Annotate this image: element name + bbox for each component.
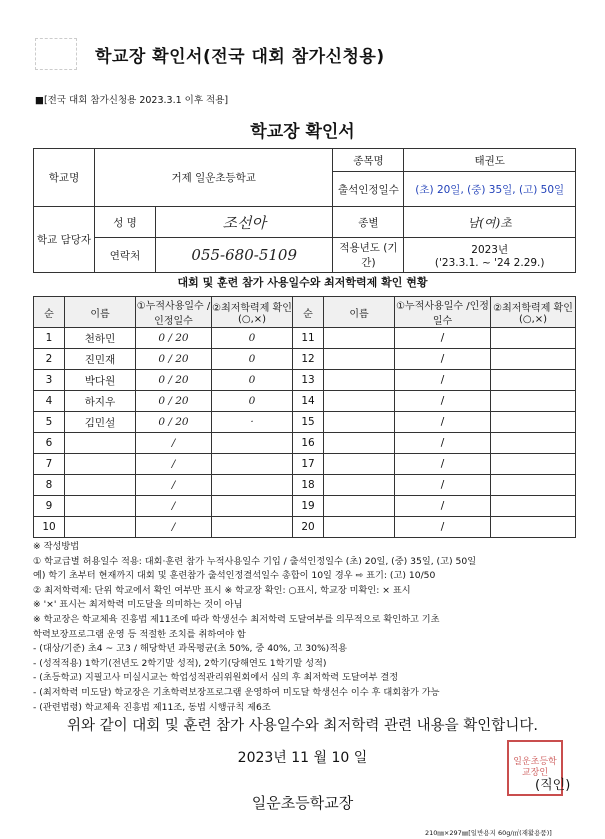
row-days: 0 / 20 xyxy=(136,349,212,370)
year-cell xyxy=(404,238,576,273)
note-line: ① 학교급별 허용일수 적용: 대회·훈련 참가 누적사용일수 기입 / 출석인정일수 (초) 20일, (중) 35일, (고) 50일 xyxy=(33,555,477,567)
table-row xyxy=(34,412,576,433)
seal-note: (직인) xyxy=(535,778,571,793)
table-row xyxy=(34,475,576,496)
header-days: ①누적사용일수 /인정일수 xyxy=(136,297,212,328)
row-no: 9 xyxy=(34,496,65,517)
row-days: / xyxy=(395,370,491,391)
row-no: 5 xyxy=(34,412,65,433)
row-days: / xyxy=(395,517,491,538)
row-name xyxy=(324,475,395,496)
note-line: ※ '×' 표시는 최저학력 미도달을 의미하는 것이 아님 xyxy=(33,599,243,611)
row-name xyxy=(324,496,395,517)
date-line: 2023년 11 월 10 일 xyxy=(237,750,368,766)
notes xyxy=(33,540,578,715)
table-row xyxy=(34,454,576,475)
school-label: 학교명 xyxy=(34,149,95,207)
row-check xyxy=(491,496,576,517)
row-days: / xyxy=(136,475,212,496)
row-no: 12 xyxy=(293,349,324,370)
table-row xyxy=(34,370,576,391)
days-value: (초) 20일, (중) 35일, (고) 50일 xyxy=(404,172,576,207)
row-name: 하지우 xyxy=(65,391,136,412)
row-days: / xyxy=(395,454,491,475)
row-no: 6 xyxy=(34,433,65,454)
row-check: · xyxy=(212,412,293,433)
header-check: ②최저학력제 확인(○,×) xyxy=(491,297,576,328)
row-no: 11 xyxy=(293,328,324,349)
table-row xyxy=(34,433,576,454)
note-line: - (성적적용) 1학기(전년도 2학기말 성적), 2학기(당해연도 1학기말 성적) xyxy=(33,657,327,669)
row-days: / xyxy=(395,328,491,349)
year-value: 2023년 xyxy=(471,243,509,256)
row-days: / xyxy=(395,391,491,412)
row-no: 20 xyxy=(293,517,324,538)
school-value: 거제 일운초등학교 xyxy=(95,149,333,207)
row-days: / xyxy=(136,454,212,475)
form-title: 학교장 확인서(전국 대회 참가신청용) xyxy=(95,47,385,67)
row-no: 19 xyxy=(293,496,324,517)
row-name xyxy=(65,475,136,496)
row-check xyxy=(212,517,293,538)
row-days: / xyxy=(395,412,491,433)
header-no: 순 xyxy=(293,297,324,328)
subheading: ■[전국 대회 참가신청용 2023.3.1 이후 적용] xyxy=(35,95,229,106)
table-row xyxy=(34,496,576,517)
row-check xyxy=(491,328,576,349)
row-check xyxy=(212,475,293,496)
days-label: 출석인정일수 xyxy=(333,172,404,207)
doc-title: 학교장 확인서 xyxy=(250,122,355,142)
row-check xyxy=(491,370,576,391)
row-no: 17 xyxy=(293,454,324,475)
event-value: 태권도 xyxy=(404,149,576,172)
gender-label: 종별 xyxy=(333,207,404,238)
phone-value: 055-680-5109 xyxy=(156,238,333,273)
table-row xyxy=(34,391,576,412)
note-line: - (관련법령) 학교체육 진흥법 제11조, 동법 시행규칙 제6조 xyxy=(33,701,271,713)
row-no: 15 xyxy=(293,412,324,433)
row-name xyxy=(65,496,136,517)
row-check xyxy=(491,454,576,475)
row-name xyxy=(65,433,136,454)
name-label: 성 명 xyxy=(95,207,156,238)
row-no: 3 xyxy=(34,370,65,391)
row-no: 16 xyxy=(293,433,324,454)
note-line: 학력보장프로그램 운영 등 적절한 조치를 취하여야 함 xyxy=(33,628,246,640)
row-name xyxy=(65,454,136,475)
row-check xyxy=(491,349,576,370)
note-line: - (대상/기준) 초4 ~ 고3 / 해당학년 과목평균(초 50%, 중 40%, 고 30%)적용 xyxy=(33,643,348,655)
row-no: 10 xyxy=(34,517,65,538)
row-check xyxy=(491,475,576,496)
row-name xyxy=(324,517,395,538)
header-name: 이름 xyxy=(65,297,136,328)
row-days: / xyxy=(136,433,212,454)
row-days: / xyxy=(136,517,212,538)
header-check: ②최저학력제 확인(○,×) xyxy=(212,297,293,328)
row-check xyxy=(212,454,293,475)
row-name xyxy=(324,433,395,454)
note-line: - (최저학력 미도달) 학교장은 기초학력보장프로그램 운영하여 미도달 학생선수 이수 후 대회참가 가능 xyxy=(33,686,440,698)
table-row xyxy=(34,328,576,349)
row-no: 1 xyxy=(34,328,65,349)
header-no: 순 xyxy=(34,297,65,328)
row-name xyxy=(324,412,395,433)
contact-label: 학교 담당자 xyxy=(34,207,95,273)
event-label: 종목명 xyxy=(333,149,404,172)
row-days: 0 / 20 xyxy=(136,370,212,391)
row-days: / xyxy=(395,433,491,454)
stamp-placeholder xyxy=(35,38,77,70)
row-days: / xyxy=(395,349,491,370)
row-name: 김민설 xyxy=(65,412,136,433)
row-name xyxy=(324,391,395,412)
row-name xyxy=(324,370,395,391)
table-row xyxy=(34,517,576,538)
seal-stamp-text: 일운초등학교장인 xyxy=(513,757,557,778)
paper-size: 210㎜×297㎜[일반용지 60g/㎡(재활용품)] xyxy=(425,829,552,837)
row-name: 진민재 xyxy=(65,349,136,370)
row-check xyxy=(491,391,576,412)
row-no: 8 xyxy=(34,475,65,496)
note-line: - (초등학교) 지필고사 미실시교는 학업성적관리위원회에서 심의 후 최저학력 도달여부 결정 xyxy=(33,672,399,684)
phone-label: 연락처 xyxy=(95,238,156,273)
info-table xyxy=(33,148,576,273)
row-name xyxy=(324,328,395,349)
year-label: 적용년도 (기간) xyxy=(333,238,404,273)
row-check: 0 xyxy=(212,328,293,349)
header-days: ①누적사용일수 /인정일수 xyxy=(395,297,491,328)
note-line: 예) 학기 초부터 현재까지 대회 및 훈련참가 출석인정결석일수 총합이 10일 경우 ⇨ 표기: (고) 10/50 xyxy=(33,570,436,582)
note-line: ※ 학교장은 학교체육 진흥법 제11조에 따라 학생선수 최저학력 도달여부를 의무적으로 확인하고 기초 xyxy=(33,613,440,625)
row-no: 13 xyxy=(293,370,324,391)
confirmation-text: 위와 같이 대회 및 훈련 참가 사용일수와 최저학력 관련 내용을 확인합니다. xyxy=(67,718,538,734)
row-name xyxy=(324,349,395,370)
row-check: 0 xyxy=(212,391,293,412)
period-value: ('23.3.1. ~ '24 2.29.) xyxy=(434,256,545,269)
row-name xyxy=(324,454,395,475)
school-signature: 일운초등학교장 xyxy=(251,794,354,812)
row-days: / xyxy=(395,475,491,496)
row-check xyxy=(212,433,293,454)
usage-table xyxy=(33,296,576,538)
name-value: 조선아 xyxy=(156,207,333,238)
row-days: 0 / 20 xyxy=(136,328,212,349)
row-check xyxy=(491,412,576,433)
row-check xyxy=(491,433,576,454)
row-name: 천하민 xyxy=(65,328,136,349)
gender-value: 남(여)초 xyxy=(404,207,576,238)
row-no: 7 xyxy=(34,454,65,475)
row-check: 0 xyxy=(212,349,293,370)
row-check xyxy=(491,517,576,538)
header-name: 이름 xyxy=(324,297,395,328)
row-name xyxy=(65,517,136,538)
row-no: 4 xyxy=(34,391,65,412)
row-no: 2 xyxy=(34,349,65,370)
section-title: 대회 및 훈련 참가 사용일수와 최저학력제 확인 현황 xyxy=(177,276,428,289)
row-days: / xyxy=(395,496,491,517)
row-days: 0 / 20 xyxy=(136,391,212,412)
row-no: 14 xyxy=(293,391,324,412)
note-line: ※ 작성방법 xyxy=(33,541,80,552)
row-name: 박다원 xyxy=(65,370,136,391)
row-check xyxy=(212,496,293,517)
row-check: 0 xyxy=(212,370,293,391)
row-days: / xyxy=(136,496,212,517)
row-days: 0 / 20 xyxy=(136,412,212,433)
note-line: ② 최저학력제: 단위 학교에서 확인 여부만 표시 ※ 학교장 확인: ○표시, 학교장 미확인: × 표시 xyxy=(33,584,411,596)
row-no: 18 xyxy=(293,475,324,496)
table-row xyxy=(34,349,576,370)
